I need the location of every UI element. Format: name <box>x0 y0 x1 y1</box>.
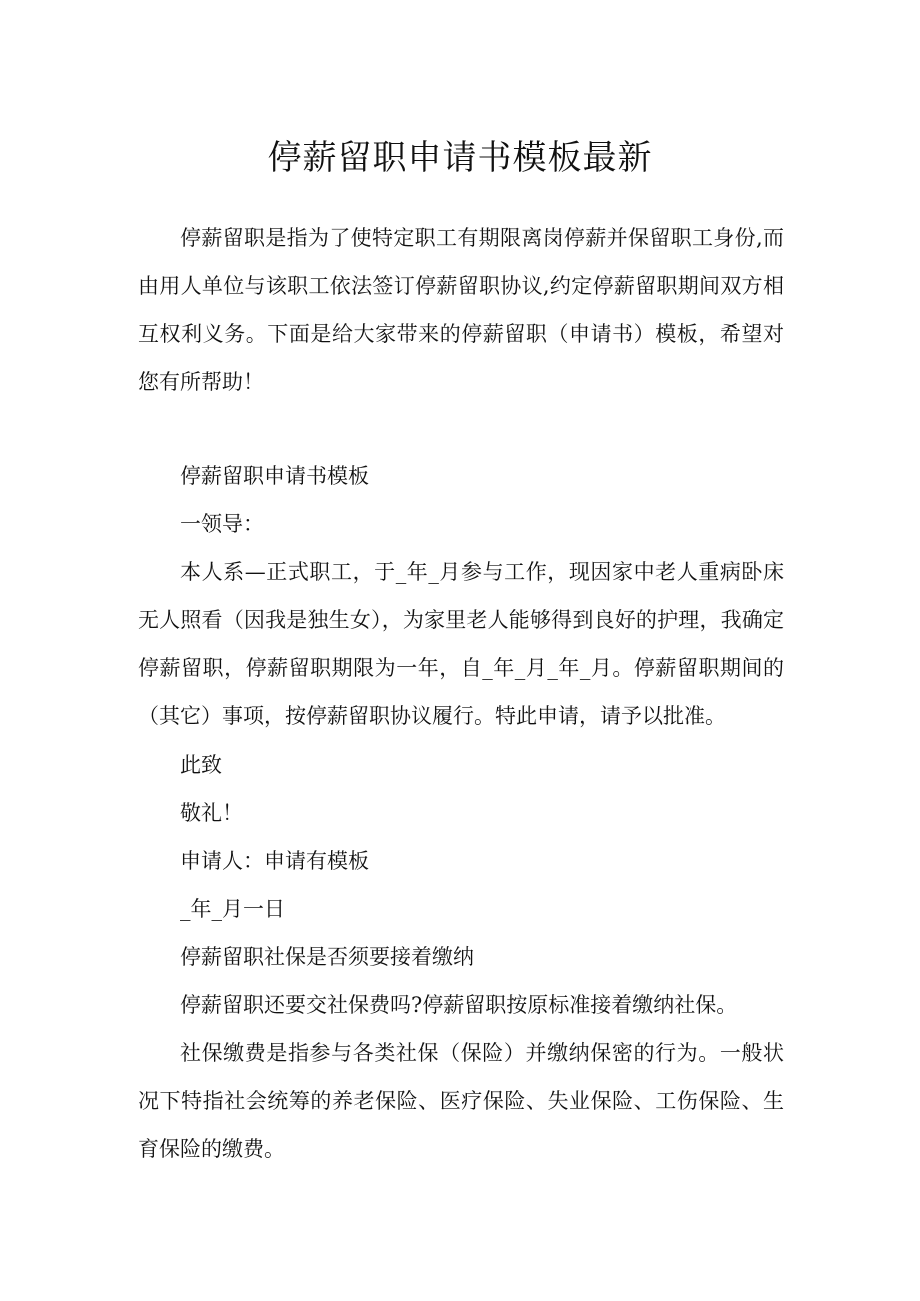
applicant-line: 申请人：申请有模板 <box>180 849 369 873</box>
salutation: 一领导： <box>180 512 264 536</box>
application-body: 本人系—正式职工，于_年_月参与工作，现因家中老人重病卧床无人照看（因我是独生女），为家里老人能够得到良好的护理，我确定停薪留职，停薪留职期限为一年，自_年_月_年_月。停薪留职期间的（其它）事项，按停薪留职协议履行。特此申请，请予以批准。 <box>138 560 784 728</box>
section-title: 停薪留职申请书模板 <box>180 464 369 488</box>
subheading: 停薪留职社保是否须要接着缴纳 <box>180 945 474 969</box>
closing-line-1: 此致 <box>180 753 222 777</box>
document-title: 停薪留职申请书模板最新 <box>267 138 653 178</box>
closing-line-2: 敬礼！ <box>180 801 243 825</box>
date-line: _年_月一日 <box>180 897 285 921</box>
intro-paragraph: 停薪留职是指为了使特定职工有期限离岗停薪并保留职工身份,而由用人单位与该职工依法签订停薪留职协议,约定停薪留职期间双方相互权利义务。下面是给大家带来的停薪留职（申请书）模板，希望对您有所帮助！ <box>138 226 784 394</box>
explanation-paragraph: 社保缴费是指参与各类社保（保险）并缴纳保密的行为。一般状况下特指社会统筹的养老保险、医疗保险、失业保险、工伤保险、生育保险的缴费。 <box>138 1041 784 1161</box>
qa-paragraph: 停薪留职还要交社保费吗?停薪留职按原标准接着缴纳社保。 <box>180 993 738 1017</box>
